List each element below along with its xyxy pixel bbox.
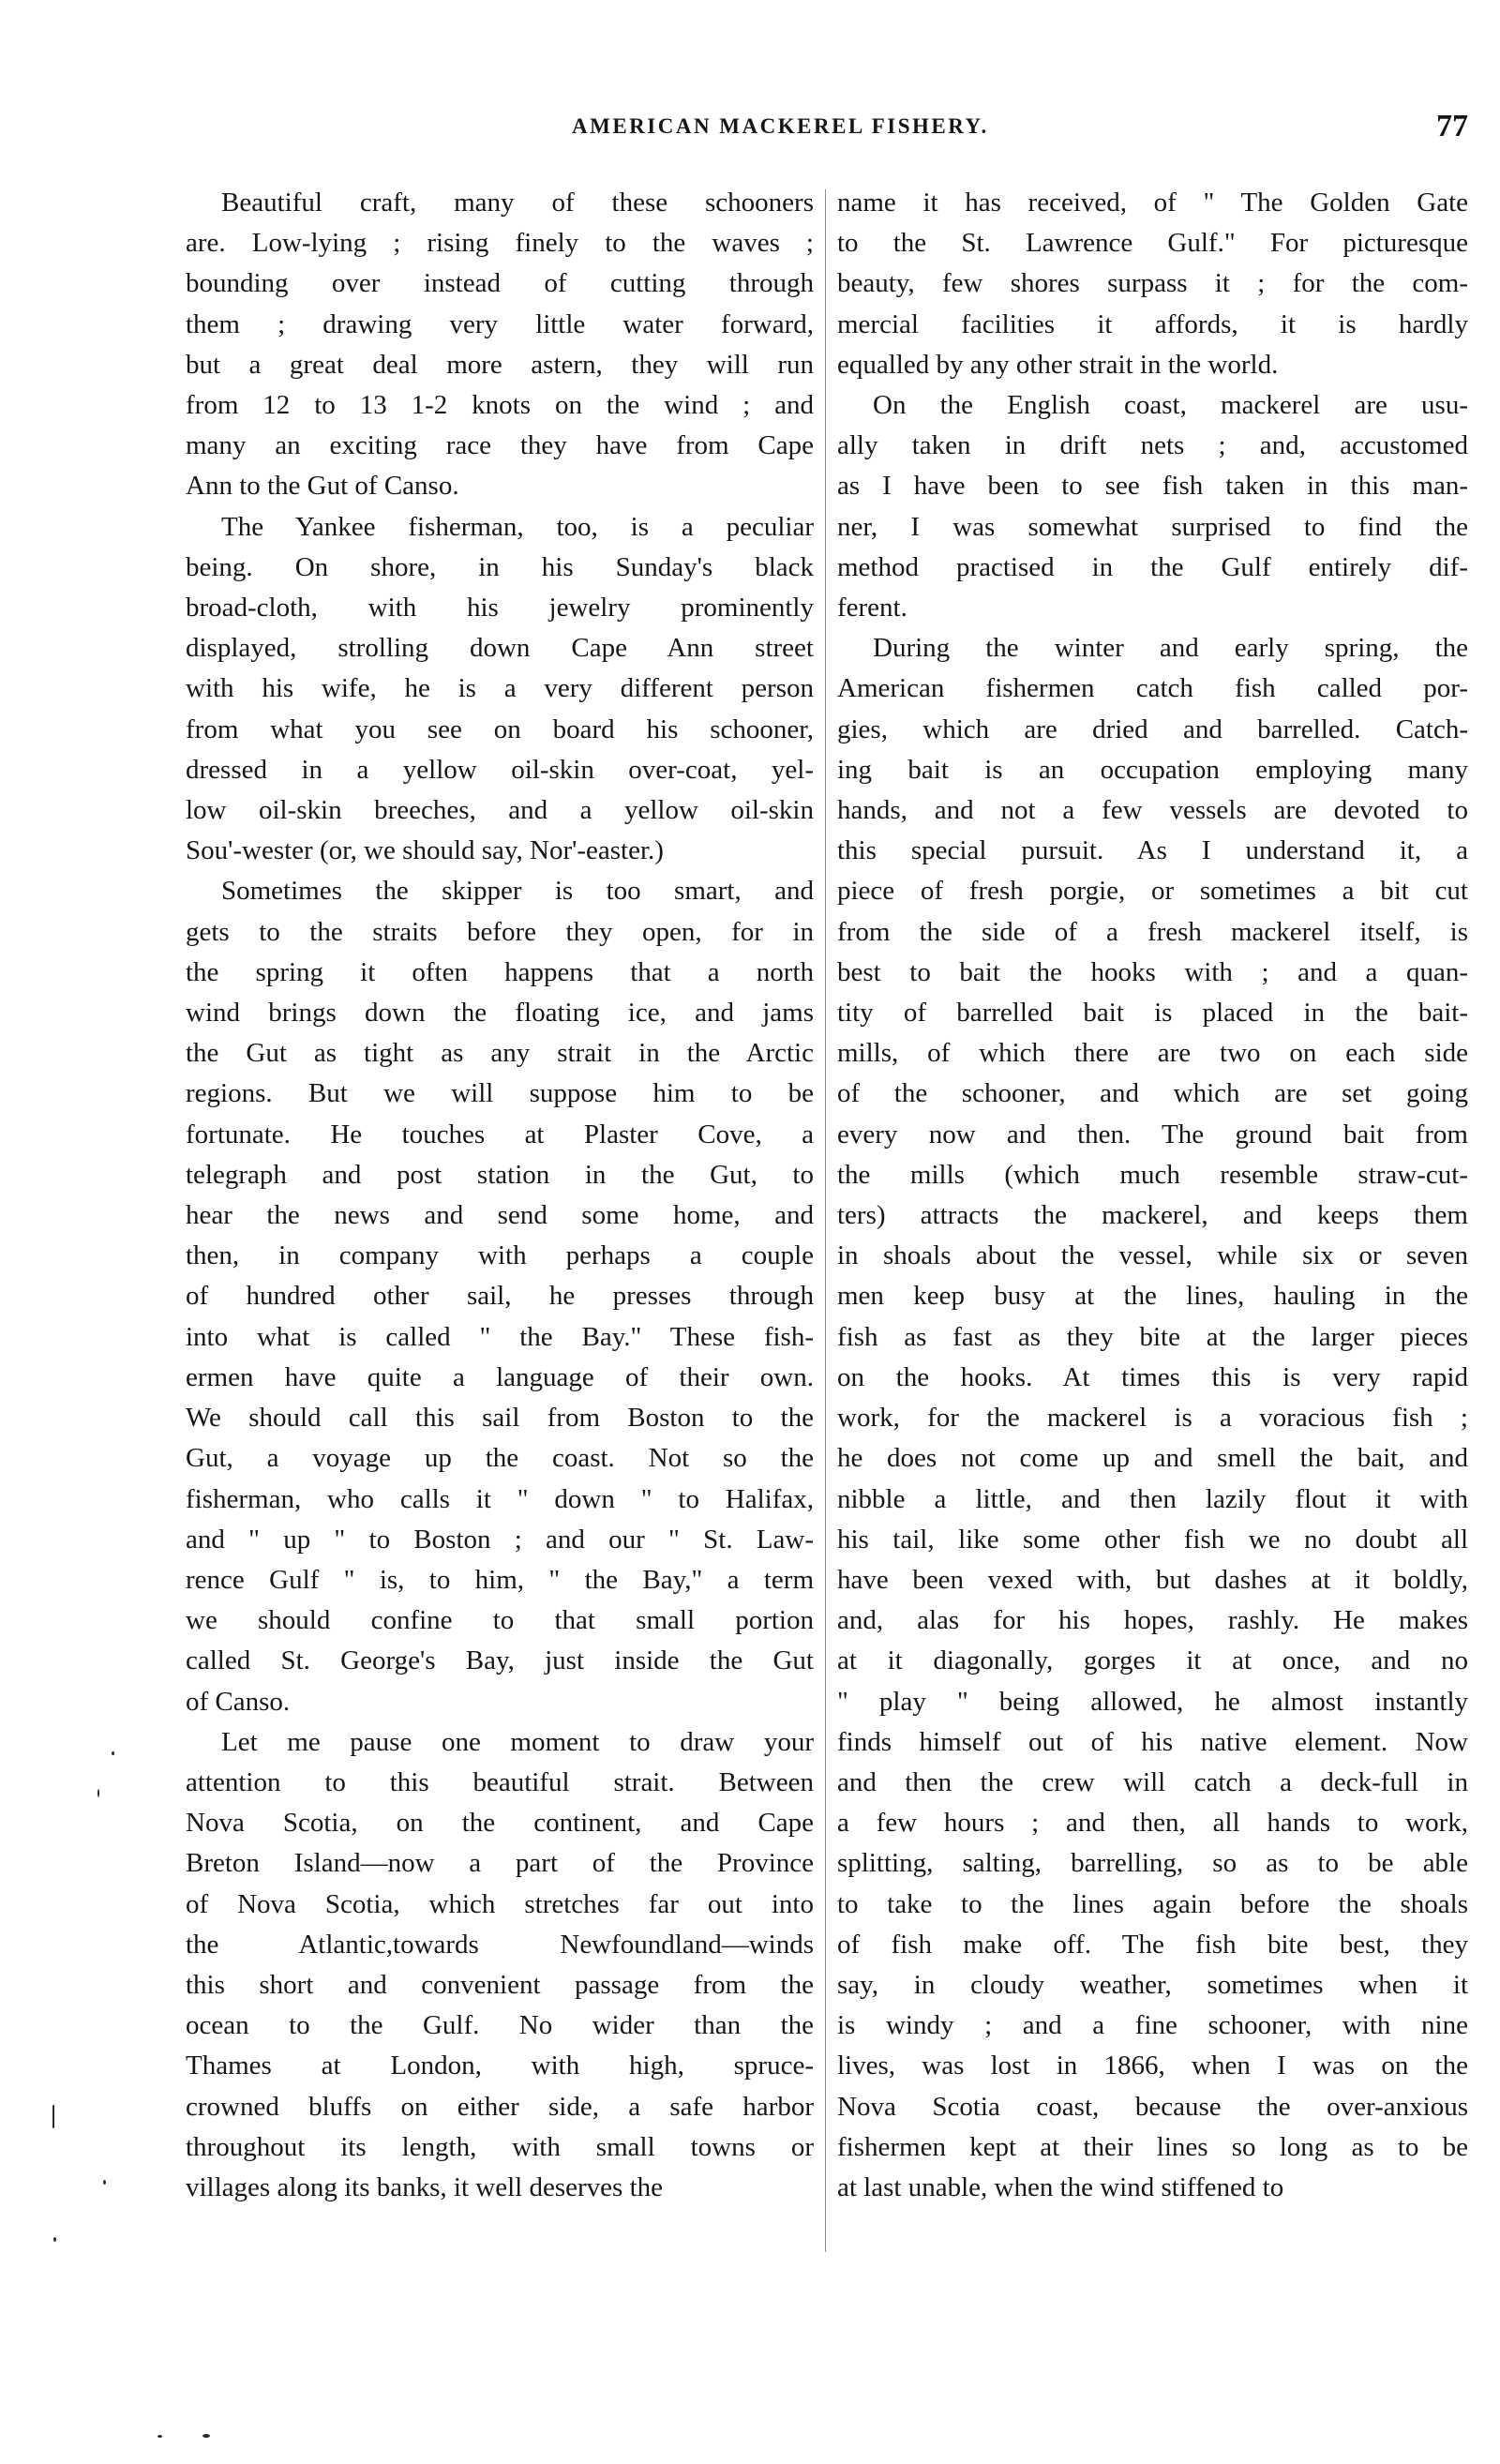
text-line: Thames at London, with high, spruce- xyxy=(186,2051,814,2081)
text-line: finds himself out of his native element. Now xyxy=(837,1726,1468,1757)
text-line: of Nova Scotia, which stretches far out into xyxy=(186,1888,814,1919)
text-line: a few hours ; and then, all hands to work, xyxy=(837,1808,1468,1839)
page-number: 77 xyxy=(1436,109,1468,143)
scan-speck xyxy=(98,1789,99,1797)
text-line: the Atlantic,towards Newfoundland—winds xyxy=(186,1929,814,1960)
scan-speck xyxy=(112,1751,114,1755)
text-line: tity of barrelled bait is placed in the bait- xyxy=(837,998,1468,1029)
text-line: Nova Scotia, on the continent, and Cape xyxy=(186,1808,814,1839)
text-line: ermen have quite a language of their own. xyxy=(186,1361,814,1392)
text-line: ally taken in drift nets ; and, accustomed xyxy=(837,430,1468,461)
paragraph xyxy=(186,871,814,1721)
text-line: his tail, like some other fish we no doubt all xyxy=(837,1524,1468,1555)
text-line: ing bait is an occupation employing many xyxy=(837,754,1468,785)
text-line: regions. But we will suppose him to be xyxy=(186,1078,814,1109)
text-line: equalled by any other strait in the world. xyxy=(837,349,1279,380)
text-line: of hundred other sail, he presses through xyxy=(186,1281,814,1312)
text-line: then, in company with perhaps a couple xyxy=(186,1240,814,1271)
text-line: fortunate. He touches at Plaster Cove, a xyxy=(186,1119,814,1149)
text-line: this short and convenient passage from the xyxy=(186,1969,814,2000)
text-line: work, for the mackerel is a voracious fish ; xyxy=(837,1403,1468,1434)
text-line: ocean to the Gulf. No wider than the xyxy=(186,2010,814,2041)
text-line: the spring it often happens that a north xyxy=(186,956,814,987)
text-line: wind brings down the floating ice, and jams xyxy=(186,998,814,1029)
text-line: throughout its length, with small towns or xyxy=(186,2131,814,2162)
text-line: in shoals about the vessel, while six or seven xyxy=(837,1240,1468,1271)
text-line: Beautiful craft, many of these schooners xyxy=(221,188,814,218)
text-line: many an exciting race they have from Cape xyxy=(186,430,814,461)
text-line: and " up " to Boston ; and our " St. Law- xyxy=(186,1524,814,1555)
text-line: to the St. Lawrence Gulf." For picturesque xyxy=(837,228,1468,259)
left-column xyxy=(186,183,814,2208)
text-line: fishermen kept at their lines so long as to be xyxy=(837,2131,1468,2162)
text-line: the Gut as tight as any strait in the Arctic xyxy=(186,1038,814,1069)
text-line: at it diagonally, gorges it at once, and no xyxy=(837,1645,1468,1676)
text-line: nibble a little, and then lazily flout it with xyxy=(837,1483,1468,1514)
text-line: On the English coast, mackerel are usu- xyxy=(873,390,1468,421)
column-divider xyxy=(825,189,826,2252)
text-line: the mills (which much resemble straw-cut- xyxy=(837,1159,1468,1190)
text-line: displayed, strolling down Cape Ann street xyxy=(186,633,814,664)
text-line: are. Low-lying ; rising finely to the waves ; xyxy=(186,228,814,259)
text-line: being. On shore, in his Sunday's black xyxy=(186,551,814,582)
text-line: with his wife, he is a very different person xyxy=(186,673,814,704)
text-line: ner, I was somewhat surprised to find the xyxy=(837,511,1468,542)
scan-speck xyxy=(52,2105,54,2128)
running-title: AMERICAN MACKEREL FISHERY. xyxy=(572,114,989,138)
text-line: gets to the straits before they open, for in xyxy=(186,916,814,947)
scan-speck xyxy=(53,2237,56,2242)
text-line: Nova Scotia coast, because the over-anxious xyxy=(837,2091,1468,2122)
text-line: from the side of a fresh mackerel itself, is xyxy=(837,916,1468,947)
text-line: from what you see on board his schooner, xyxy=(186,714,814,744)
text-line: villages along its banks, it well deserves the xyxy=(186,2171,664,2202)
paragraph xyxy=(186,1722,814,2208)
text-line: is windy ; and a fine schooner, with nine xyxy=(837,2010,1468,2041)
text-line: them ; drawing very little water forward, xyxy=(186,308,814,339)
text-line: " play " being allowed, he almost instantly xyxy=(837,1686,1468,1717)
text-line: Sou'-wester (or, we should say, Nor'-easter.) xyxy=(186,835,664,866)
text-line: but a great deal more astern, they will run xyxy=(186,349,814,380)
text-line: to take to the lines again before the shoals xyxy=(837,1888,1468,1919)
paragraph xyxy=(837,385,1468,628)
text-line: on the hooks. At times this is very rapid xyxy=(837,1361,1468,1392)
text-line: ters) attracts the mackerel, and keeps them xyxy=(837,1200,1468,1231)
text-line: fish as fast as they bite at the larger pieces xyxy=(837,1321,1468,1352)
text-line: Sometimes the skipper is too smart, and xyxy=(221,876,814,907)
text-line: beauty, few shores surpass it ; for the com- xyxy=(837,268,1468,299)
right-column xyxy=(837,183,1468,2208)
text-line: attention to this beautiful strait. Between xyxy=(186,1766,814,1797)
text-line: name it has received, of " The Golden Gate xyxy=(837,188,1468,218)
paragraph xyxy=(186,507,814,872)
text-line: splitting, salting, barrelling, so as to be able xyxy=(837,1848,1468,1879)
text-line: Breton Island—now a part of the Province xyxy=(186,1848,814,1879)
scan-speck xyxy=(202,2434,210,2438)
text-line: and then the crew will catch a deck-full in xyxy=(837,1766,1468,1797)
text-line: bounding over instead of cutting through xyxy=(186,268,814,299)
text-line: he does not come up and smell the bait, and xyxy=(837,1443,1468,1474)
text-line: mills, of which there are two on each side xyxy=(837,1038,1468,1069)
text-line: hear the news and send some home, and xyxy=(186,1200,814,1231)
text-line: American fishermen catch fish called por- xyxy=(837,673,1468,704)
text-line: best to bait the hooks with ; and a quan- xyxy=(837,956,1468,987)
text-line: rence Gulf " is, to him, " the Bay," a term xyxy=(186,1564,814,1595)
text-line: into what is called " the Bay." These fish- xyxy=(186,1321,814,1352)
paragraph xyxy=(837,183,1468,385)
text-line: we should confine to that small portion xyxy=(186,1605,814,1636)
text-line: lives, was lost in 1866, when I was on the xyxy=(837,2051,1468,2081)
text-line: as I have been to see fish taken in this man- xyxy=(837,471,1468,502)
text-line: at last unable, when the wind stiffened to xyxy=(837,2171,1284,2202)
text-line: dressed in a yellow oil-skin over-coat, yel- xyxy=(186,754,814,785)
scan-speck xyxy=(158,2435,162,2438)
text-line: piece of fresh porgie, or sometimes a bit cut xyxy=(837,876,1468,907)
text-line: of fish make off. The fish bite best, they xyxy=(837,1929,1468,1960)
text-line: mercial facilities it affords, it is hardly xyxy=(837,308,1468,339)
text-line: from 12 to 13 1-2 knots on the wind ; and xyxy=(186,390,814,421)
text-line: The Yankee fisherman, too, is a peculiar xyxy=(221,511,814,542)
text-line: called St. George's Bay, just inside the Gut xyxy=(186,1645,814,1676)
text-line: telegraph and post station in the Gut, to xyxy=(186,1159,814,1190)
text-line: every now and then. The ground bait from xyxy=(837,1119,1468,1149)
text-line: Let me pause one moment to draw your xyxy=(221,1726,814,1757)
text-line: have been vexed with, but dashes at it boldly, xyxy=(837,1564,1468,1595)
text-line: and, alas for his hopes, rashly. He makes xyxy=(837,1605,1468,1636)
text-line: During the winter and early spring, the xyxy=(873,633,1468,664)
text-line: this special pursuit. As I understand it, a xyxy=(837,835,1468,866)
paragraph xyxy=(186,183,814,507)
text-line: low oil-skin breeches, and a yellow oil-skin xyxy=(186,795,814,826)
text-line: We should call this sail from Boston to the xyxy=(186,1403,814,1434)
text-line: Ann to the Gut of Canso. xyxy=(186,471,459,502)
text-line: hands, and not a few vessels are devoted to xyxy=(837,795,1468,826)
text-line: men keep busy at the lines, hauling in the xyxy=(837,1281,1468,1312)
text-line: Gut, a voyage up the coast. Not so the xyxy=(186,1443,814,1474)
paragraph xyxy=(837,628,1468,2208)
text-line: broad-cloth, with his jewelry prominently xyxy=(186,593,814,624)
text-line: of Canso. xyxy=(186,1686,291,1717)
text-line: gies, which are dried and barrelled. Catch- xyxy=(837,714,1468,744)
text-line: method practised in the Gulf entirely dif- xyxy=(837,551,1468,582)
scan-speck xyxy=(103,2180,106,2185)
text-line: of the schooner, and which are set going xyxy=(837,1078,1468,1109)
text-line: say, in cloudy weather, sometimes when it xyxy=(837,1969,1468,2000)
page-header xyxy=(572,109,1472,152)
text-line: crowned bluffs on either side, a safe harbor xyxy=(186,2091,814,2122)
text-line: ferent. xyxy=(837,593,908,624)
text-line: fisherman, who calls it " down " to Halifax, xyxy=(186,1483,814,1514)
